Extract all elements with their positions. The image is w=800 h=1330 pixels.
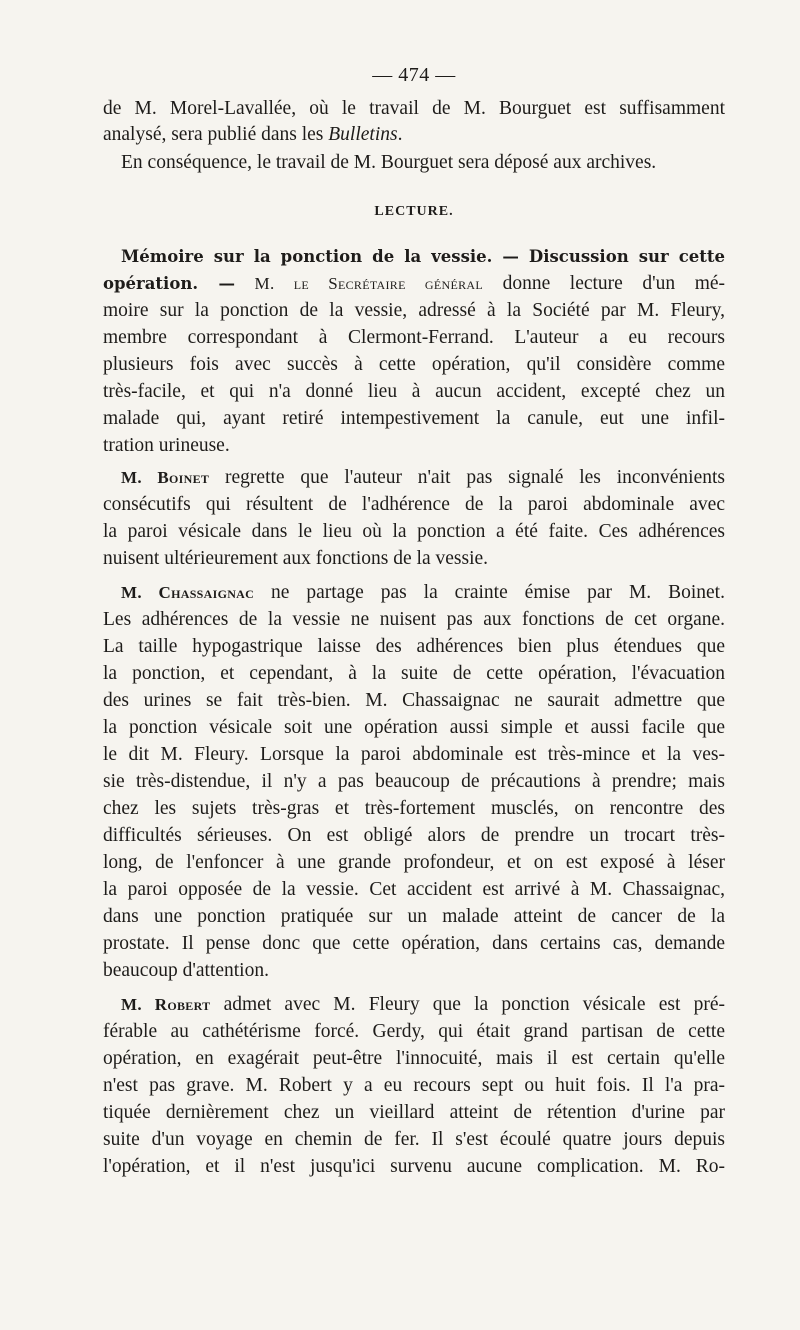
text-line: sie très-distendue, il n'y a pas beaucoup de précautions à prendre; mais <box>103 771 725 792</box>
text-line: la ponction vésicale soit une opération aussi simple et aussi facile que <box>103 717 725 738</box>
page-number: — 474 — <box>372 64 456 86</box>
section-title: Mémoire sur la ponction de la vessie. — Discussion sur cette <box>121 247 725 266</box>
text-line: la paroi opposée de la vessie. Cet accident est arrivé à M. Chassaignac, <box>103 879 725 900</box>
text-line: très-facile, et qui n'a donné lieu à aucun accident, excepté chez un <box>103 381 725 402</box>
text-line <box>103 271 725 297</box>
text-line: de M. Morel-Lavallée, où le travail de M. Bourguet est suffisamment <box>103 98 725 119</box>
text-run: analysé, sera publié dans les <box>103 124 329 145</box>
text-line: n'est pas grave. M. Robert y a eu recours sept ou huit fois. Il l'a pra- <box>103 1075 725 1096</box>
text-line: la paroi vésicale dans le lieu où la ponction a été faite. Ces adhérences <box>103 521 725 542</box>
text-line: long, de l'enfoncer à une grande profondeur, et on est exposé à léser <box>103 852 725 873</box>
text-line: difficultés sérieuses. On est obligé alors de prendre un trocart très- <box>103 825 725 846</box>
text-line: férable au cathétérisme forcé. Gerdy, qui était grand partisan de cette <box>103 1021 725 1042</box>
text-run: . <box>397 124 403 145</box>
text-line: nuisent ultérieurement aux fonctions de la vessie. <box>103 548 489 569</box>
text-line: opération, en exagérait peut-être l'innocuité, mais il est certain qu'elle <box>103 1048 725 1069</box>
text-run: ne partage pas la crainte émise par M. Boinet. <box>254 582 725 603</box>
text-line <box>103 244 725 270</box>
text-line: des urines se fait très-bien. M. Chassaignac ne saurait admettre que <box>103 690 725 711</box>
text-line <box>103 465 725 491</box>
text-line <box>103 580 725 606</box>
text-run: admet avec M. Fleury que la ponction vésicale est pré- <box>210 994 725 1015</box>
text-line: dans une ponction pratiquée sur un malade atteint de cancer de la <box>103 906 725 927</box>
text-line <box>103 992 725 1018</box>
text-run: donne lecture d'un mé- <box>483 273 726 294</box>
journal-title: Bulletins <box>328 124 398 145</box>
text-line: moire sur la ponction de la vessie, adressé à la Société par M. Fleury, <box>103 300 725 321</box>
text-line: malade qui, ayant retiré intempestivement la canule, eut une infil- <box>103 408 725 429</box>
text-line: tiquée dernièrement chez un vieillard atteint de rétention d'urine par <box>103 1102 725 1123</box>
text-line: le dit M. Fleury. Lorsque la paroi abdominale est très-mince et la ves- <box>103 744 725 765</box>
text-line <box>103 122 725 148</box>
text-line: Les adhérences de la vessie ne nuisent pas aux fonctions de cet organe. <box>103 609 725 630</box>
speaker-name: M. le Secrétaire général <box>254 274 484 293</box>
text-line: la ponction, et cependant, à la suite de cette opération, l'évacuation <box>103 663 725 684</box>
section-title-cont: opération. — <box>103 274 235 293</box>
speaker-name: M. Chassaignac <box>121 583 255 602</box>
speaker-name: M. Robert <box>121 995 211 1014</box>
text-line: l'opération, et il n'est jusqu'ici survenu aucune complication. M. Ro- <box>103 1156 725 1177</box>
speaker-name: M. Boinet <box>121 468 210 487</box>
section-heading: LECTURE. <box>374 204 454 219</box>
text-run: regrette que l'auteur n'ait pas signalé les inconvénients <box>209 467 725 488</box>
text-line: suite d'un voyage en chemin de fer. Il s'est écoulé quatre jours depuis <box>103 1129 725 1150</box>
text-line: consécutifs qui résultent de l'adhérence de la paroi abdominale avec <box>103 494 725 515</box>
text-line: beaucoup d'attention. <box>103 960 269 981</box>
text-line: chez les sujets très-gras et très-fortement musclés, on rencontre des <box>103 798 725 819</box>
text-line: tration urineuse. <box>103 435 230 456</box>
text-line: En conséquence, le travail de M. Bourguet sera déposé aux archives. <box>121 152 657 173</box>
text-line: La taille hypogastrique laisse des adhérences bien plus étendues que <box>103 636 725 657</box>
text-line: membre correspondant à Clermont-Ferrand. L'auteur a eu recours <box>103 327 725 348</box>
text-line: prostate. Il pense donc que cette opération, dans certains cas, demande <box>103 933 725 954</box>
text-line: plusieurs fois avec succès à cette opération, qu'il considère comme <box>103 354 725 375</box>
